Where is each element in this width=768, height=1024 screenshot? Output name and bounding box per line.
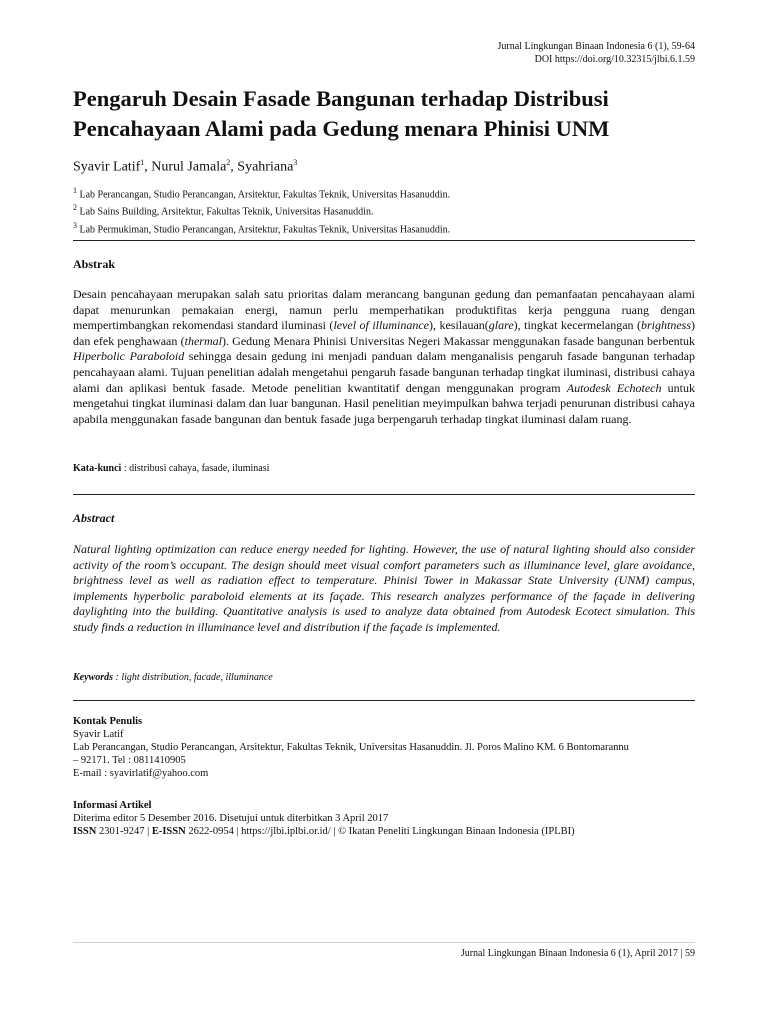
affiliation-sup: 2 (73, 203, 77, 213)
author-name: Nurul Jamala (151, 159, 227, 175)
author-sup: 3 (293, 158, 298, 167)
keywords-label: Keywords (73, 672, 113, 683)
abstrak-text: Desain pencahayaan merupakan salah satu prioritas dalam merancang bangunan gedung dan pemanfaatan pencahayaan alami dapat menurunkan pemakaian energi, namun perlu memperhatikan produktifitas kerja pengguna ruang dengan mempertimbangkan rekomendasi standard iluminasi ( (73, 287, 695, 333)
contact-address: Lab Perancangan, Studio Perancangan, Arsitektur, Fakultas Teknik, Universitas Hasanuddin. Jl. Poros Malino KM. 6 Bontomarannu (73, 742, 629, 753)
divider (73, 240, 695, 241)
contact-email: E-mail : syavirlatif@yahoo.com (73, 768, 209, 779)
author-sup: 2 (226, 158, 231, 167)
abstrak-italic: Hiperbolic Paraboloid (73, 349, 185, 364)
affiliation-item (73, 201, 703, 218)
journal-citation: Jurnal Lingkungan Binaan Indonesia 6 (1), 59-64 (497, 41, 695, 52)
keywords-value: : light distribution, facade, illuminance (113, 672, 273, 683)
abstrak-text: untuk mengetahui tingkat iluminasi dalam dan luar bangunan. Hasil penelitian meyimpulkan bahwa terjadi penurunan distribusi cahaya apabila menggunakan fasade bangunan dan bentuk fasade juga berpengaruh terhadap tingkat iluminasi dalam ruang. (73, 380, 695, 426)
abstrak-text: ). Gedung Menara Phinisi Universitas Negeri Makassar menggunakan fasade bangunan berbentuk (221, 333, 695, 348)
affiliation-item (73, 184, 703, 201)
kata-kunci (73, 462, 695, 475)
article-info-block (73, 799, 703, 838)
doi-line: DOI https://doi.org/10.32315/jlbi.6.1.59 (534, 54, 695, 65)
affiliation-list (73, 184, 703, 236)
page-footer (295, 947, 695, 960)
keywords (73, 671, 695, 684)
footer-journal: Jurnal Lingkungan Binaan Indonesia 6 (1), April 2017 | (460, 948, 685, 959)
title-line-1: Pengaruh Desain Fasade Bangunan terhadap Distribusi (73, 86, 609, 111)
issn-value: 2301-9247 | (96, 826, 152, 837)
affiliation-item (73, 219, 703, 236)
contact-heading: Kontak Penulis (73, 716, 143, 727)
eissn-value: 2622-0954 | https://jlbi.iplbi.or.id/ | © Ikatan Peneliti Lingkungan Binaan Indonesia (IPLBI) (185, 826, 575, 837)
author-sup: 1 (140, 158, 145, 167)
abstrak-italic: thermal (184, 333, 222, 348)
abstrak-text: ), tingkat kecermelangan ( (513, 318, 641, 333)
info-dates: Diterima editor 5 Desember 2016. Disetujui untuk diterbitkan 3 April 2017 (73, 813, 389, 824)
title-line-2: Pencahayaan Alami pada Gedung menara Phinisi UNM (73, 116, 610, 141)
abstrak-text: ) dan efek penghawaan ( (73, 318, 696, 348)
abstrak-italic: brightness (641, 318, 692, 333)
page-number: 59 (685, 948, 695, 959)
abstrak-heading: Abstrak (73, 257, 116, 271)
author-sep: , (144, 159, 152, 175)
author-name: Syahriana (237, 159, 294, 175)
running-header (295, 40, 695, 66)
kata-kunci-value: : distribusi cahaya, fasade, iluminasi (121, 463, 270, 474)
abstract-body: Natural lighting optimization can reduce energy needed for lighting. However, the use of natural lighting should also consider activity of the room’s occupant. The design should meet visual comfort parameters such as illuminance level, glare avoidance, brightness level as well as radiation effect to temperature. Phinisi Tower in Makassar State University (UNM) campus, implements hyperbolic paraboloid elements at its façade. This research analyzes performance of the façade in delivering daylighting into the building. Quantitative analysis is used to analyze data obtained from Autodesk Ecotect simulation. This study finds a reduction in illuminance level and distribution if the façade is implemented. (73, 542, 695, 634)
contact-block (73, 715, 703, 780)
author-name: Syavir Latif (73, 159, 141, 175)
issn-label: ISSN (73, 826, 97, 837)
affiliation-sup: 3 (73, 220, 77, 230)
divider (73, 494, 695, 495)
kata-kunci-label: Kata-kunci (73, 463, 122, 474)
contact-address: – 92171. Tel : 0811410905 (73, 755, 186, 766)
paper-title (73, 84, 713, 144)
affiliation-text: Lab Perancangan, Studio Perancangan, Arsitektur, Fakultas Teknik, Universitas Hasanuddin. (79, 189, 451, 201)
abstrak-italic: glare (488, 318, 514, 333)
author-list (73, 154, 297, 177)
abstrak-text: sehingga desain gedung ini menjadi panduan dalam menganalisis pengaruh fasade bangunan terhadap pencahayaan alami. Tujuan penelitian adalah mengetahui pengaruh fasade bangunan terhadap tingkat iluminasi, distribusi cahaya alami dan aplikasi bentuk fasade. Metode penelitian kwantitatif dengan menggunakan program (73, 349, 695, 395)
footer-divider (73, 942, 695, 943)
abstrak-text: ), kesilauan( (429, 318, 489, 333)
info-heading: Informasi Artikel (73, 800, 152, 811)
abstrak-body (73, 287, 695, 427)
abstrak-italic: level of illuminance (333, 318, 429, 333)
abstract-heading: Abstract (73, 511, 115, 525)
eissn-label: E-ISSN (151, 826, 186, 837)
divider (73, 700, 695, 701)
info-issn (73, 825, 703, 838)
abstrak-italic: Autodesk Echotech (566, 380, 662, 395)
author-sep: , (230, 159, 238, 175)
affiliation-text: Lab Permukiman, Studio Perancangan, Arsitektur, Fakultas Teknik, Universitas Hasanuddin. (79, 223, 451, 235)
affiliation-sup: 1 (73, 186, 77, 195)
contact-name: Syavir Latif (73, 729, 124, 740)
affiliation-text: Lab Sains Building, Arsitektur, Fakultas Teknik, Universitas Hasanuddin. (79, 206, 374, 218)
